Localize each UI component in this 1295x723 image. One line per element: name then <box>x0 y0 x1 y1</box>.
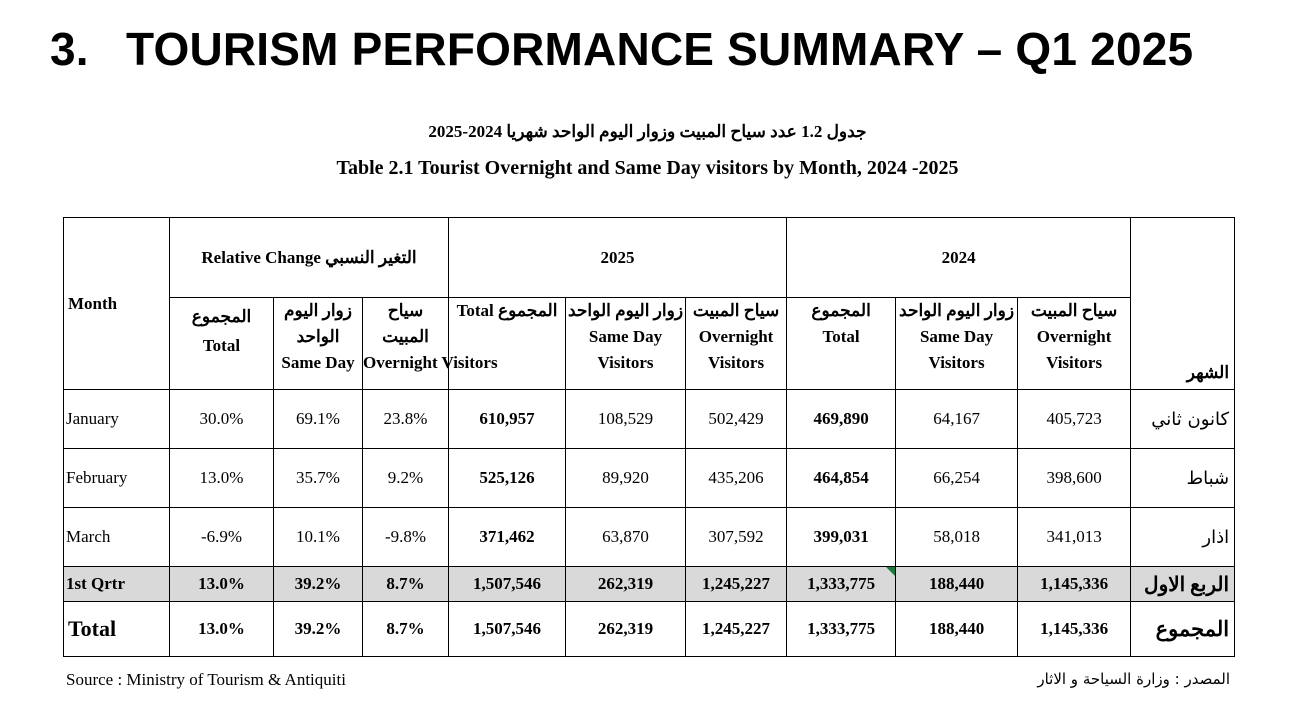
total-2024-cell: 1,333,775 <box>787 602 896 657</box>
rel-total-cell: 13.0% <box>170 449 274 508</box>
total-2025-cell: 610,957 <box>449 390 566 449</box>
year-2024-header: 2024 <box>787 218 1131 298</box>
overnight-2024-cell: 1,145,336 <box>1018 602 1131 657</box>
col-rel-overnight: سياح المبيت Overnight Visitors <box>363 298 449 390</box>
month-cell-arabic: اذار <box>1131 508 1235 567</box>
table-caption-arabic: جدول 1.2 عدد سياح المبيت وزوار اليوم الواحد شهريا 2024-2025 <box>428 122 867 141</box>
page-heading <box>50 22 1193 76</box>
month-header-arabic: الشهر <box>1131 218 1235 390</box>
month-cell: January <box>64 390 170 449</box>
col-2025-total: Total المجموع <box>449 298 566 390</box>
rel-total-cell: 30.0% <box>170 390 274 449</box>
rel-same-day-cell: 10.1% <box>274 508 363 567</box>
overnight-2025-cell: 1,245,227 <box>686 602 787 657</box>
month-header: Month <box>64 218 170 390</box>
rel-overnight-cell: 8.7% <box>363 567 449 602</box>
source-note-english: Source : Ministry of Tourism & Antiquiti <box>66 670 346 689</box>
rel-total-cell: -6.9% <box>170 508 274 567</box>
table-row-total <box>64 602 1235 657</box>
overnight-2024-cell: 341,013 <box>1018 508 1131 567</box>
month-cell-arabic: شباط <box>1131 449 1235 508</box>
col-2024-overnight: سياح المبيت Overnight Visitors <box>1018 298 1131 390</box>
month-cell: March <box>64 508 170 567</box>
overnight-2024-cell: 398,600 <box>1018 449 1131 508</box>
total-2024-cell: 469,890 <box>787 390 896 449</box>
relative-change-header: Relative Change التغير النسبي <box>170 218 449 298</box>
same-day-2024-cell: 66,254 <box>896 449 1018 508</box>
tourism-table <box>63 217 1235 657</box>
same-day-2025-cell: 262,319 <box>566 567 686 602</box>
table-row-first-quarter <box>64 567 1235 602</box>
same-day-2024-cell: 188,440 <box>896 567 1018 602</box>
total-2025-cell: 525,126 <box>449 449 566 508</box>
rel-overnight-cell: 9.2% <box>363 449 449 508</box>
month-cell: 1st Qrtr <box>64 567 170 602</box>
table-caption-english: Table 2.1 Tourist Overnight and Same Day visitors by Month, 2024 -2025 <box>336 157 959 179</box>
overnight-2025-cell: 307,592 <box>686 508 787 567</box>
col-2025-same-day: زوار اليوم الواحد Same Day Visitors <box>566 298 686 390</box>
month-cell-arabic: المجموع <box>1131 602 1235 657</box>
header-row-columns <box>64 298 1235 390</box>
same-day-2025-cell: 63,870 <box>566 508 686 567</box>
section-title: TOURISM PERFORMANCE SUMMARY – Q1 2025 <box>126 23 1194 75</box>
table-row-january <box>64 390 1235 449</box>
total-2025-cell: 371,462 <box>449 508 566 567</box>
total-2025-cell: 1,507,546 <box>449 602 566 657</box>
month-cell: February <box>64 449 170 508</box>
rel-overnight-cell: 8.7% <box>363 602 449 657</box>
overnight-2025-cell: 435,206 <box>686 449 787 508</box>
same-day-2025-cell: 108,529 <box>566 390 686 449</box>
same-day-2024-cell: 188,440 <box>896 602 1018 657</box>
total-2024-cell: 1,333,775 <box>787 567 896 602</box>
col-rel-same-day: زوار اليوم الواحد Same Day <box>274 298 363 390</box>
rel-overnight-cell: -9.8% <box>363 508 449 567</box>
rel-same-day-cell: 39.2% <box>274 567 363 602</box>
overnight-2025-cell: 502,429 <box>686 390 787 449</box>
table-row-march <box>64 508 1235 567</box>
month-cell-arabic: كانون ثاني <box>1131 390 1235 449</box>
same-day-2025-cell: 262,319 <box>566 602 686 657</box>
rel-same-day-cell: 35.7% <box>274 449 363 508</box>
overnight-2024-cell: 405,723 <box>1018 390 1131 449</box>
source-note-arabic: المصدر : وزارة السياحة و الاثار <box>1037 670 1230 688</box>
rel-overnight-cell: 23.8% <box>363 390 449 449</box>
rel-same-day-cell: 69.1% <box>274 390 363 449</box>
table-row-february <box>64 449 1235 508</box>
rel-total-cell: 13.0% <box>170 567 274 602</box>
col-rel-total: المجموع Total <box>170 298 274 390</box>
rel-same-day-cell: 39.2% <box>274 602 363 657</box>
overnight-2024-cell: 1,145,336 <box>1018 567 1131 602</box>
overnight-2025-cell: 1,245,227 <box>686 567 787 602</box>
section-number: 3. <box>50 23 89 75</box>
total-2024-cell: 399,031 <box>787 508 896 567</box>
same-day-2024-cell: 58,018 <box>896 508 1018 567</box>
year-2025-header: 2025 <box>449 218 787 298</box>
header-row-groups <box>64 218 1235 298</box>
rel-total-cell: 13.0% <box>170 602 274 657</box>
month-cell: Total <box>64 602 170 657</box>
same-day-2024-cell: 64,167 <box>896 390 1018 449</box>
month-cell-arabic: الربع الاول <box>1131 567 1235 602</box>
total-2025-cell: 1,507,546 <box>449 567 566 602</box>
col-2024-total: المجموع Total <box>787 298 896 390</box>
col-2024-same-day: زوار اليوم الواحد Same Day Visitors <box>896 298 1018 390</box>
col-2025-overnight: سياح المبيت Overnight Visitors <box>686 298 787 390</box>
total-2024-cell: 464,854 <box>787 449 896 508</box>
same-day-2025-cell: 89,920 <box>566 449 686 508</box>
